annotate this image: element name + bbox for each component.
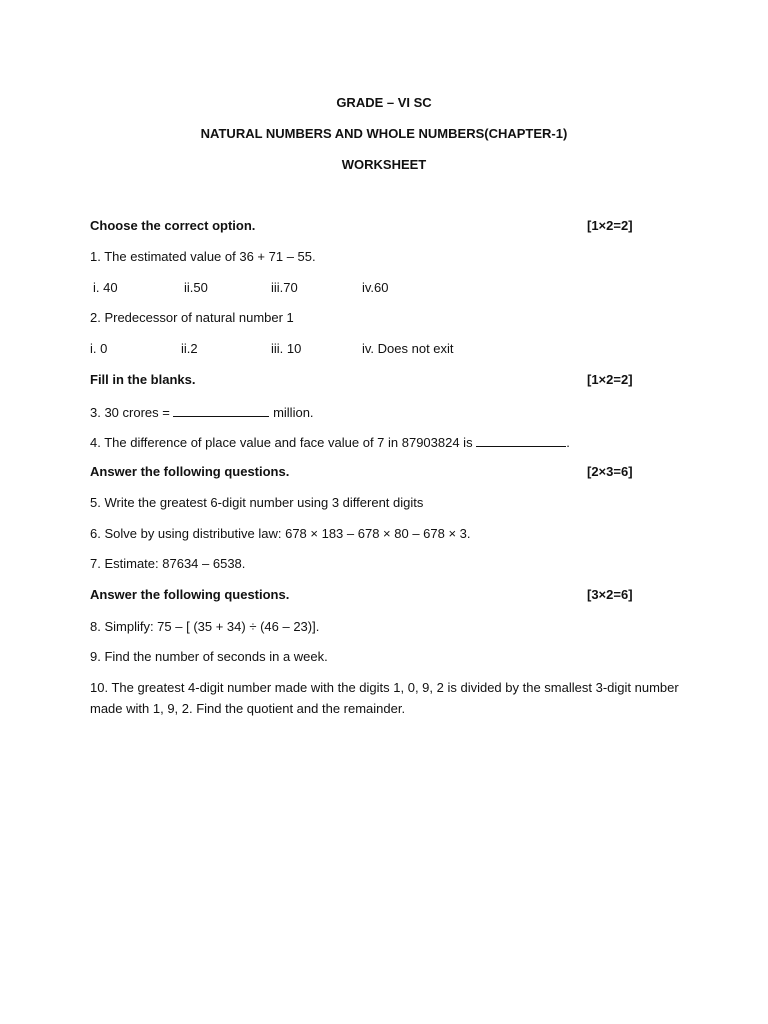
- question-10: 10. The greatest 4-digit number made with the digits 1, 0, 9, 2 is divided by the smallest 3-digit number made with 1, 9, 2. Find the quotient and the remainder.: [90, 680, 679, 716]
- worksheet-heading: WORKSHEET: [341, 157, 427, 172]
- q4-answer-blank[interactable]: [476, 433, 566, 447]
- q4-text-before: 4. The difference of place value and face value of 7 in 87903824 is: [90, 435, 477, 450]
- question-2: 2. Predecessor of natural number 1: [90, 310, 294, 325]
- section-title-fill: Fill in the blanks.: [90, 372, 196, 387]
- q1-option-4: iv.60: [362, 280, 389, 295]
- section-title-answer-2: Answer the following questions.: [90, 587, 290, 602]
- q3-answer-blank[interactable]: [173, 403, 269, 417]
- question-5: 5. Write the greatest 6-digit number using 3 different digits: [90, 495, 424, 510]
- question-1: 1. The estimated value of 36 + 71 – 55.: [90, 249, 316, 264]
- question-7: 7. Estimate: 87634 – 6538.: [90, 556, 246, 571]
- question-4: [90, 433, 570, 451]
- q2-option-3: iii. 10: [271, 341, 302, 356]
- q4-text-after: .: [566, 435, 570, 450]
- q3-text-before: 3. 30 crores =: [90, 405, 174, 420]
- section-marks-fill: [1×2=2]: [587, 372, 633, 387]
- question-9: 9. Find the number of seconds in a week.: [90, 649, 328, 664]
- q1-option-1: i. 40: [93, 280, 118, 295]
- q1-option-2: ii.50: [184, 280, 208, 295]
- section-title-answer-1: Answer the following questions.: [90, 464, 290, 479]
- question-3: [90, 403, 314, 421]
- q2-option-1: i. 0: [90, 341, 108, 356]
- question-8: 8. Simplify: 75 – [ (35 + 34) ÷ (46 – 23)].: [90, 619, 320, 634]
- q3-text-after: million.: [269, 405, 314, 420]
- q2-option-2: ii.2: [181, 341, 198, 356]
- chapter-heading: NATURAL NUMBERS AND WHOLE NUMBERS(CHAPTER-1): [200, 126, 568, 141]
- question-6: 6. Solve by using distributive law: 678 × 183 – 678 × 80 – 678 × 3.: [90, 526, 471, 541]
- q2-option-4: iv. Does not exit: [362, 341, 454, 356]
- q1-option-3: iii.70: [271, 280, 298, 295]
- section-title-choose: Choose the correct option.: [90, 218, 256, 233]
- section-marks-choose: [1×2=2]: [587, 218, 633, 233]
- section-marks-answer-2: [3×2=6]: [587, 587, 633, 602]
- section-marks-answer-1: [2×3=6]: [587, 464, 633, 479]
- grade-heading: GRADE – VI SC: [336, 95, 432, 110]
